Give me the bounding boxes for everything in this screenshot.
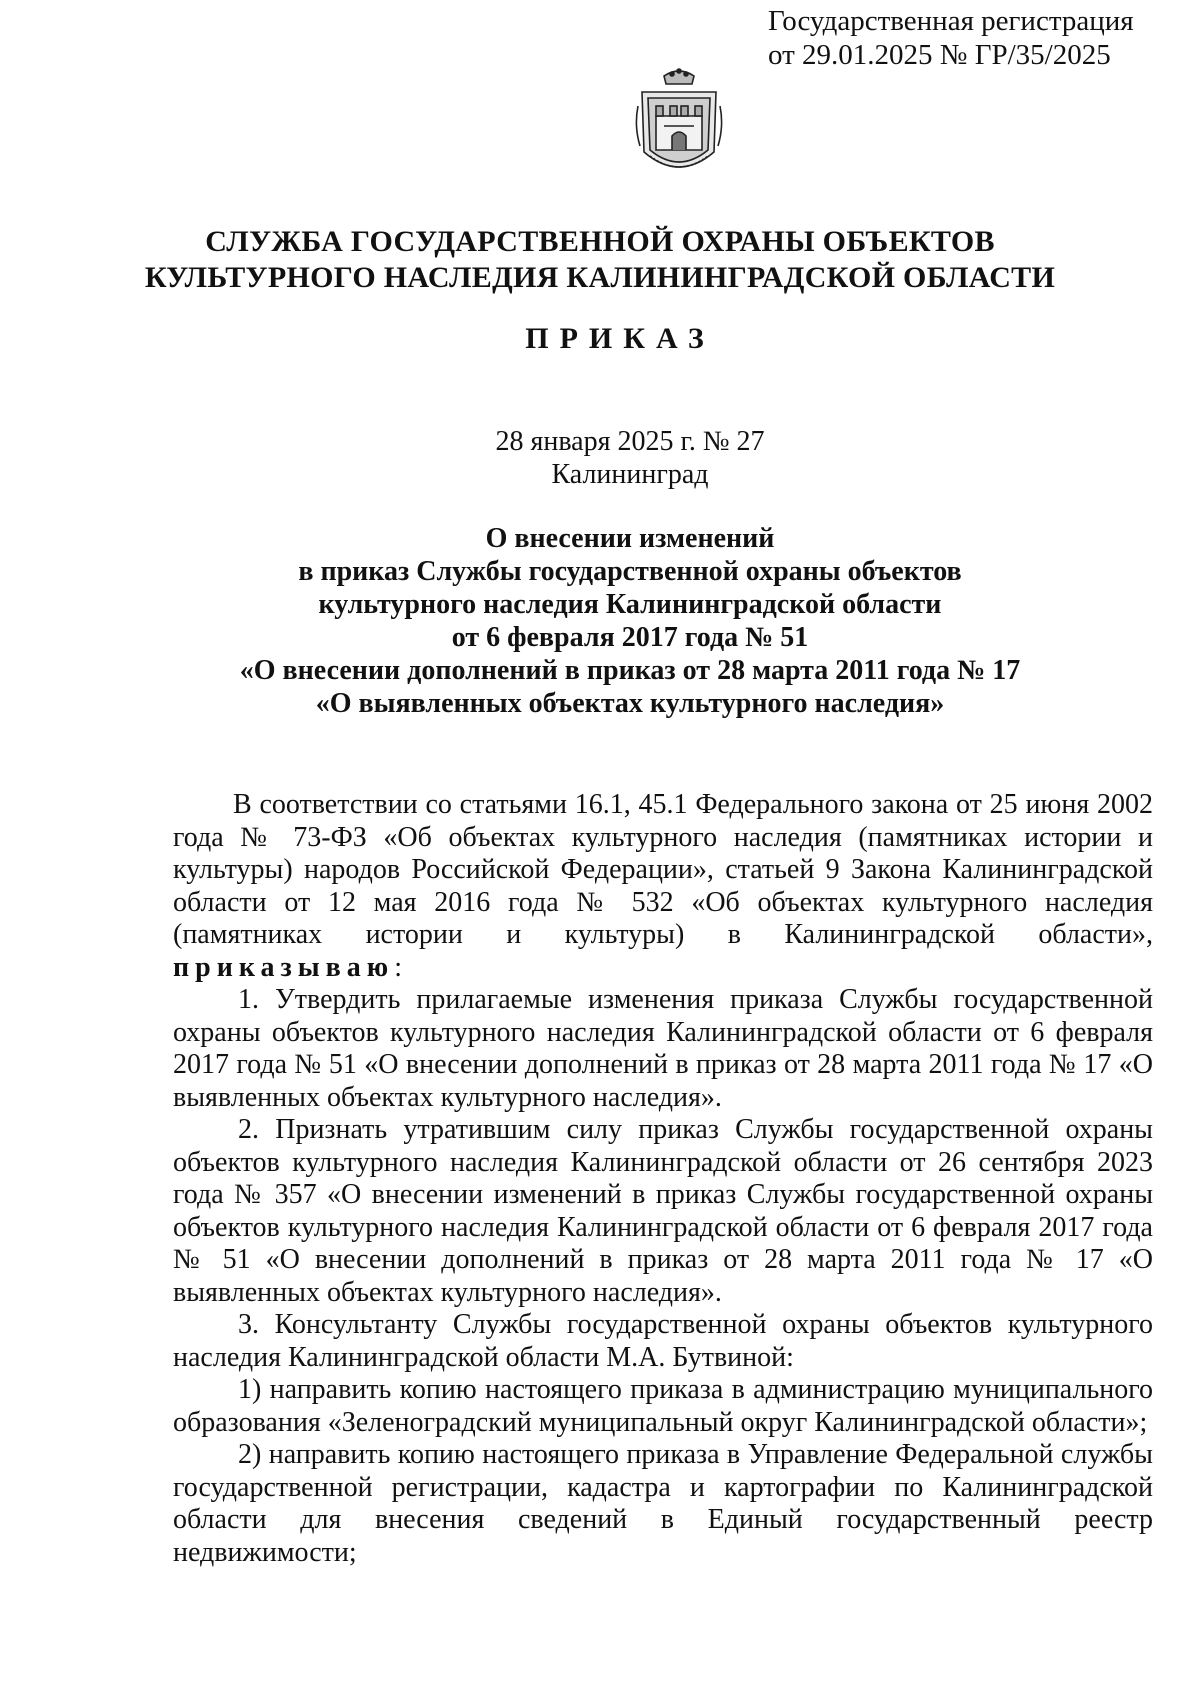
order-colon: :	[394, 951, 402, 983]
document-body	[173, 789, 1153, 1569]
preamble-text: В соответствии со статьями 16.1, 45.1 Федерального закона от 25 июня 2002 года № 73-ФЗ «Об объектах культурного наследия (памятниках истории и культуры) народов Российской Федерации», статьей 9 Закона Калининградской области от 12 мая 2016 года № 532 «Об объектах культурного наследия (памятниках истории и культуры) в Калининградской области»,	[173, 789, 1153, 950]
order-item-3: 3. Консультанту Службы государственной охраны объектов культурного наследия Калининградской области М.А. Бутвиной:	[173, 1309, 1153, 1373]
document-type-heading: ПРИКАЗ	[525, 322, 715, 355]
document-city: Калининград	[551, 459, 709, 490]
kaliningrad-coat-of-arms-icon	[634, 66, 724, 184]
title-line: культурного наследия Калининградской области	[318, 589, 942, 620]
order-item-2: 2. Признать утратившим силу приказ Службы государственной охраны объектов культурного наследия Калининградской области от 26 сентября 2023 года № 357 «О внесении изменений в приказ Службы государственной охраны объектов культурного наследия Калининградской области от 6 февраля 2017 года № 51 «О внесении дополнений в приказ от 28 марта 2011 года № 17 «О выявленных объектах культурного наследия».	[173, 1114, 1153, 1308]
title-line: в приказ Службы государственной охраны объектов	[298, 556, 962, 587]
title-line: «О внесении дополнений в приказ от 28 марта 2011 года № 17	[239, 655, 1021, 686]
order-word: приказываю	[173, 951, 395, 983]
preamble-paragraph	[173, 789, 1153, 984]
registration-stamp	[768, 4, 1134, 72]
registration-line-1: Государственная регистрация	[768, 5, 1134, 37]
document-title	[0, 522, 1200, 720]
document-date: 28 января 2025 г. № 27	[495, 426, 765, 457]
order-subitem-2: 2) направить копию настоящего приказа в Управление Федеральной службы государственной регистрации, кадастра и картографии по Калининградской области для внесения сведений в Единый государственный реестр недвижимости;	[173, 1439, 1153, 1568]
organization-name	[0, 224, 1200, 296]
order-subitem-1: 1) направить копию настоящего приказа в администрацию муниципального образования «Зеленоградский муниципальный округ Калининградской области»;	[173, 1374, 1153, 1438]
title-line: от 6 февраля 2017 года № 51	[451, 622, 809, 653]
title-line: «О выявленных объектах культурного наследия»	[315, 688, 945, 719]
organization-line-2: КУЛЬТУРНОГО НАСЛЕДИЯ КАЛИНИНГРАДСКОЙ ОБЛАСТИ	[144, 261, 1056, 294]
order-item-1: 1. Утвердить прилагаемые изменения приказа Службы государственной охраны объектов культурного наследия Калининградской области от 6 февраля 2017 года № 51 «О внесении дополнений в приказ от 28 марта 2011 года № 17 «О выявленных объектах культурного наследия».	[173, 984, 1153, 1113]
title-line: О внесении изменений	[485, 523, 775, 554]
document-date-block	[0, 425, 1200, 491]
registration-line-2: от 29.01.2025 № ГР/35/2025	[768, 39, 1111, 71]
organization-line-1: СЛУЖБА ГОСУДАРСТВЕННОЙ ОХРАНЫ ОБЪЕКТОВ	[205, 225, 995, 258]
